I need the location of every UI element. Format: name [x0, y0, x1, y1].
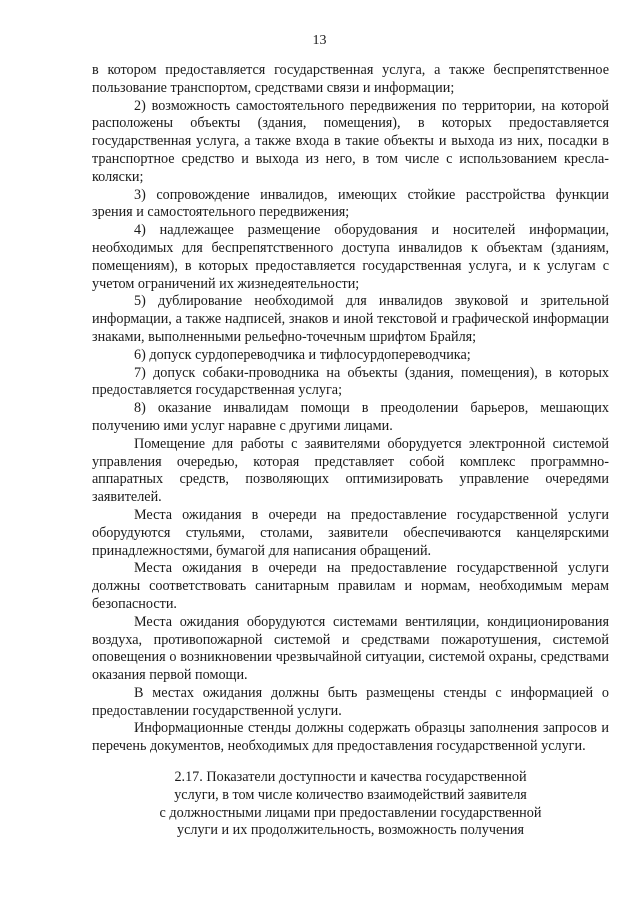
- paragraph-continuation: в котором предоставляется государственная услуга, а также беспрепятственное пользование транспортом, средствами связи и информации;: [92, 62, 609, 96]
- list-item-6: 6) допуск сурдопереводчика и тифлосурдопереводчика;: [134, 346, 471, 363]
- paragraph-waiting-systems: Места ожидания оборудуются системами вентиляции, кондиционирования воздуха, противопожарной системой и средствами пожаротушения, системой оповещения о возникновении чрезвычайной ситуации, системой охраны, средствами оказания первой помощи.: [92, 613, 609, 684]
- document-body: [92, 62, 609, 756]
- section-heading: [92, 769, 609, 840]
- list-item-2: 2) возможность самостоятельного передвижения по территории, на которой расположены объекты (здания, помещения), в которых предоставляется государственная услуга, а также входа в такие объекты и выхода из них, посадки в транспортное средство и выхода из него, в том числе с использованием кресла-коляски;: [92, 97, 609, 185]
- page-number: 13: [312, 33, 327, 48]
- section-heading-line: 2.17. Показатели доступности и качества государственной: [174, 769, 527, 785]
- section-heading-line: услуги, в том числе количество взаимодействий заявителя: [174, 786, 527, 803]
- paragraph-info-stands: В местах ожидания должны быть размещены стенды с информацией о предоставлении государственной услуги.: [92, 684, 609, 719]
- list-item-7: 7) допуск собаки-проводника на объекты (здания, помещения), в которых предоставляется государственная услуга;: [92, 364, 609, 399]
- paragraph-waiting-furniture: Места ожидания в очереди на предоставление государственной услуги оборудуются стульями, столами, заявители обеспечиваются канцелярскими принадлежностями, бумагой для написания обращений.: [92, 506, 609, 559]
- list-item-8: 8) оказание инвалидам помощи в преодолении барьеров, мешающих получению ими услуг наравне с другими лицами.: [92, 400, 609, 434]
- paragraph-waiting-sanitary: Места ожидания в очереди на предоставление государственной услуги должны соответствовать санитарным правилам и нормам, необходимым мерам безопасности.: [92, 560, 609, 612]
- list-item-3: 3) сопровождение инвалидов, имеющих стойкие расстройства функции зрения и самостоятельного передвижения;: [92, 186, 609, 221]
- list-item-4: 4) надлежащее размещение оборудования и носителей информации, необходимых для беспрепятственного доступа инвалидов к объектам (зданиям, помещениям), в которых предоставляется государственная услуга, и к услугам с учетом ограничений их жизнедеятельности;: [92, 222, 609, 292]
- list-item-5: 5) дублирование необходимой для инвалидов звуковой и зрительной информации, а также надписей, знаков и иной текстовой и графической информации знаками, выполненными рельефно-точечным шрифтом Брайля;: [92, 293, 609, 345]
- section-heading-line: с должностными лицами при предоставлении государственной: [159, 804, 542, 821]
- paragraph-stand-contents: Информационные стенды должны содержать образцы заполнения запросов и перечень документов, необходимых для предоставления государственной услуги.: [92, 720, 609, 755]
- section-heading-line: услуги и их продолжительность, возможность получения: [176, 822, 524, 839]
- paragraph-queue-system: Помещение для работы с заявителями оборудуется электронной системой управления очередью, которая представляет собой комплекс программно-аппаратных средств, позволяющих оптимизировать управление очередями заявителей.: [92, 435, 609, 506]
